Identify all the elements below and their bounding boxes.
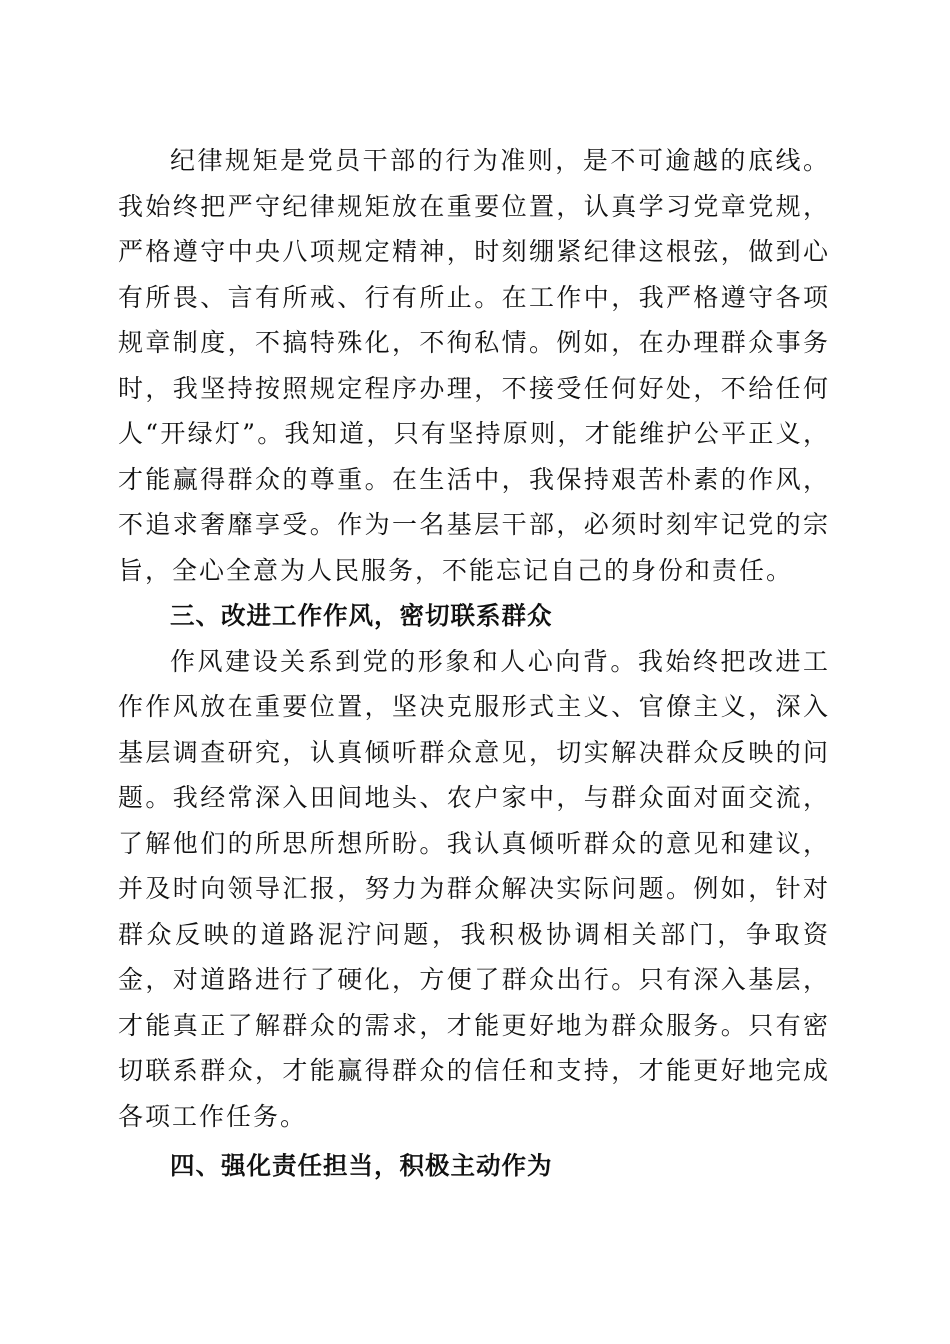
document-body [118, 138, 830, 1189]
section-heading-4: 四、强化责任担当，积极主动作为 [170, 1151, 553, 1180]
paragraph-discipline: 纪律规矩是党员干部的行为准则，是不可逾越的底线。我始终把严守纪律规矩放在重要位置，认真学习党章党规，严格遵守中央八项规定精神，时刻绷紧纪律这根弦，做到心有所畏、言有所戒、行有所止。在工作中，我严格遵守各项规章制度，不搞特殊化，不徇私情。例如，在办理群众事务时，我坚持按照规定程序办理，不接受任何好处，不给任何人“开绿灯”。我知道，只有坚持原则，才能维护公平正义，才能赢得群众的尊重。在生活中，我保持艰苦朴素的作风，不追求奢靡享受。作为一名基层干部，必须时刻牢记党的宗旨，全心全意为人民服务，不能忘记自己的身份和责任。 [118, 146, 830, 585]
section-heading-3: 三、改进工作作风，密切联系群众 [170, 601, 553, 630]
paragraph-work-style: 作风建设关系到党的形象和人心向背。我始终把改进工作作风放在重要位置，坚决克服形式主义、官僚主义，深入基层调查研究，认真倾听群众意见，切实解决群众反映的问题。我经常深入田间地头、农户家中，与群众面对面交流，了解他们的所思所想所盼。我认真倾听群众的意见和建议，并及时向领导汇报，努力为群众解决实际问题。例如，针对群众反映的道路泥泞问题，我积极协调相关部门，争取资金，对道路进行了硬化，方便了群众出行。只有深入基层，才能真正了解群众的需求，才能更好地为群众服务。只有密切联系群众，才能赢得群众的信任和支持，才能更好地完成各项工作任务。 [118, 646, 830, 1131]
